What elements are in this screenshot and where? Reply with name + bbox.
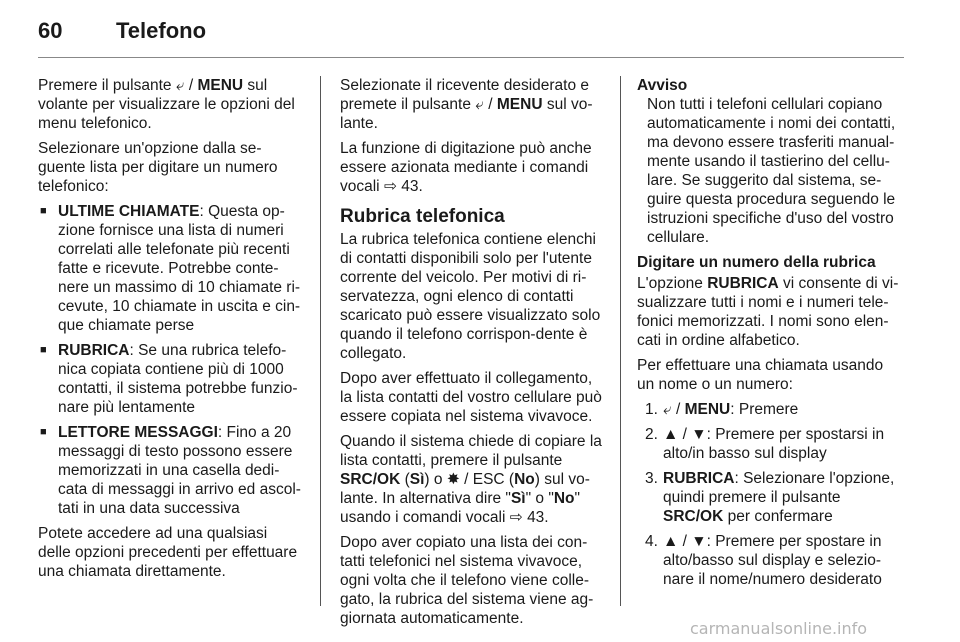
chapter-title: Telefono bbox=[116, 18, 207, 43]
up-arrow-icon: ▲ bbox=[663, 533, 679, 550]
down-arrow-icon: ▼ bbox=[691, 426, 707, 443]
list-item: 4. ▲ / ▼: Premere per spostare in alto/basso sul display e selezio-nare il nome/numero desiderato bbox=[645, 533, 882, 588]
paragraph-copy: Dopo aver effettuato il collegamento, la lista contatti del vostro cellulare può essere copiata nel sistema vivavoce. bbox=[340, 370, 602, 425]
paragraph-select-recipient: Selezionate il ricevente desiderato e premete il pulsante ⤶ / MENU sul vo-lante. bbox=[340, 77, 593, 132]
header-rule bbox=[38, 57, 904, 58]
paragraph-confirm-copy: Quando il sistema chiede di copiare la lista contatti, premere il pulsante SRC/OK (Sì) o ✸ / ESC (No) sul vo-lante. In alternativa dire "Sì" o "No" usando i comandi vocali ⇨ 43. bbox=[340, 433, 602, 526]
up-arrow-icon: ▲ bbox=[663, 426, 679, 443]
list-item: ■ LETTORE MESSAGGI: Fino a 20 messaggi di testo possono essere memorizzati in una casella dedi-cata di messaggi in arrivo ed ascol-tati in una data successiva bbox=[38, 423, 304, 518]
mute-icon: ✸ bbox=[446, 471, 460, 488]
paragraph-update: Dopo aver copiato una lista dei con-tatti telefonici nel sistema vivavoce, ogni volta che il telefono viene colle-gato, la rubrica del sistema viene ag-giornata automaticamente. bbox=[340, 534, 594, 627]
list-item: ■ RUBRICA: Se una rubrica telefo-nica copiata contiene più di 1000 contatti, il sistema potrebbe funzio-nare più lentamente bbox=[38, 341, 304, 417]
list-item: ■ ULTIME CHIAMATE: Questa op-zione fornisce una lista di numeri correlati alle telefonate più recenti fatte e ricevute. Potrebbe conte-nere un massimo di 10 chiamate ri-cevute, 10 chiamate in uscita e cin-que chiamate perse bbox=[38, 202, 304, 335]
paragraph-phonebook: La rubrica telefonica contiene elenchi di contatti disponibili solo per l'utente corrente del veicolo. Per motivi di ri-servatezza, ogni elenco di contatti scaricato può essere visualizzato solo quando il telefono corrispon-dente è collegato. bbox=[340, 231, 601, 362]
subsection-heading: Digitare un numero della rubrica bbox=[637, 254, 876, 271]
phone-icon: ⤶ bbox=[475, 96, 484, 113]
down-arrow-icon: ▼ bbox=[691, 533, 707, 550]
paragraph-outro: Potete accedere ad una qualsiasi delle opzioni precedenti per effettuare una chiamata direttamente. bbox=[38, 525, 298, 580]
list-item: 3. RUBRICA: Selezionare l'opzione, quindi premere il pulsante SRC/OK per confermare bbox=[645, 470, 895, 525]
column-divider-2 bbox=[620, 76, 621, 606]
column-divider-1 bbox=[320, 76, 321, 606]
column-1 bbox=[38, 76, 304, 587]
paragraph-rubrica: L'opzione RUBRICA vi consente di vi-sualizzare tutti i nomi e i numeri tele-fonici memorizzati. I nomi sono elen-cati in ordine alfabetico. bbox=[637, 275, 899, 349]
note-box bbox=[637, 76, 903, 247]
column-2 bbox=[340, 76, 604, 634]
list-item: 2. ▲ / ▼: Premere per spostarsi in alto/in basso sul display bbox=[645, 426, 885, 462]
paragraph-call: Per effettuare una chiamata usando un nome o un numero: bbox=[637, 357, 884, 393]
column-3 bbox=[637, 76, 903, 595]
step-list bbox=[637, 400, 903, 589]
note-title: Avviso bbox=[637, 77, 688, 94]
paragraph-select: Selezionare un'opzione dalla se-guente lista per digitare un numero telefonico: bbox=[38, 140, 278, 195]
list-item: 1. ⤶ / MENU: Premere bbox=[645, 401, 799, 418]
paragraph-voice: La funzione di digitazione può anche essere azionata mediante i comandi vocali ⇨ 43. bbox=[340, 140, 592, 195]
paragraph-intro: Premere il pulsante ⤶ / MENU sul volante per visualizzare le opzioni del menu telefonico. bbox=[38, 77, 295, 132]
option-list bbox=[38, 202, 304, 518]
section-heading: Rubrica telefonica bbox=[340, 206, 505, 227]
page-header bbox=[0, 0, 960, 58]
watermark: carmanualsonline.info bbox=[690, 619, 868, 638]
arrow-reference-icon: ⇨ bbox=[509, 509, 523, 526]
note-body: Non tutti i telefoni cellulari copiano automaticamente i nomi dei contatti, ma devono essere trasferiti manual-mente usando il tastierino del cellu-lare. Se suggerito dal sistema, se-guire questa procedura seguendo le istruzioni specifiche d'uso del vostro cellulare. bbox=[647, 96, 896, 246]
page-number: 60 bbox=[38, 18, 63, 43]
arrow-reference-icon: ⇨ bbox=[383, 178, 397, 195]
phone-icon: ⤶ bbox=[175, 77, 185, 94]
phone-icon: ⤶ bbox=[663, 401, 672, 418]
